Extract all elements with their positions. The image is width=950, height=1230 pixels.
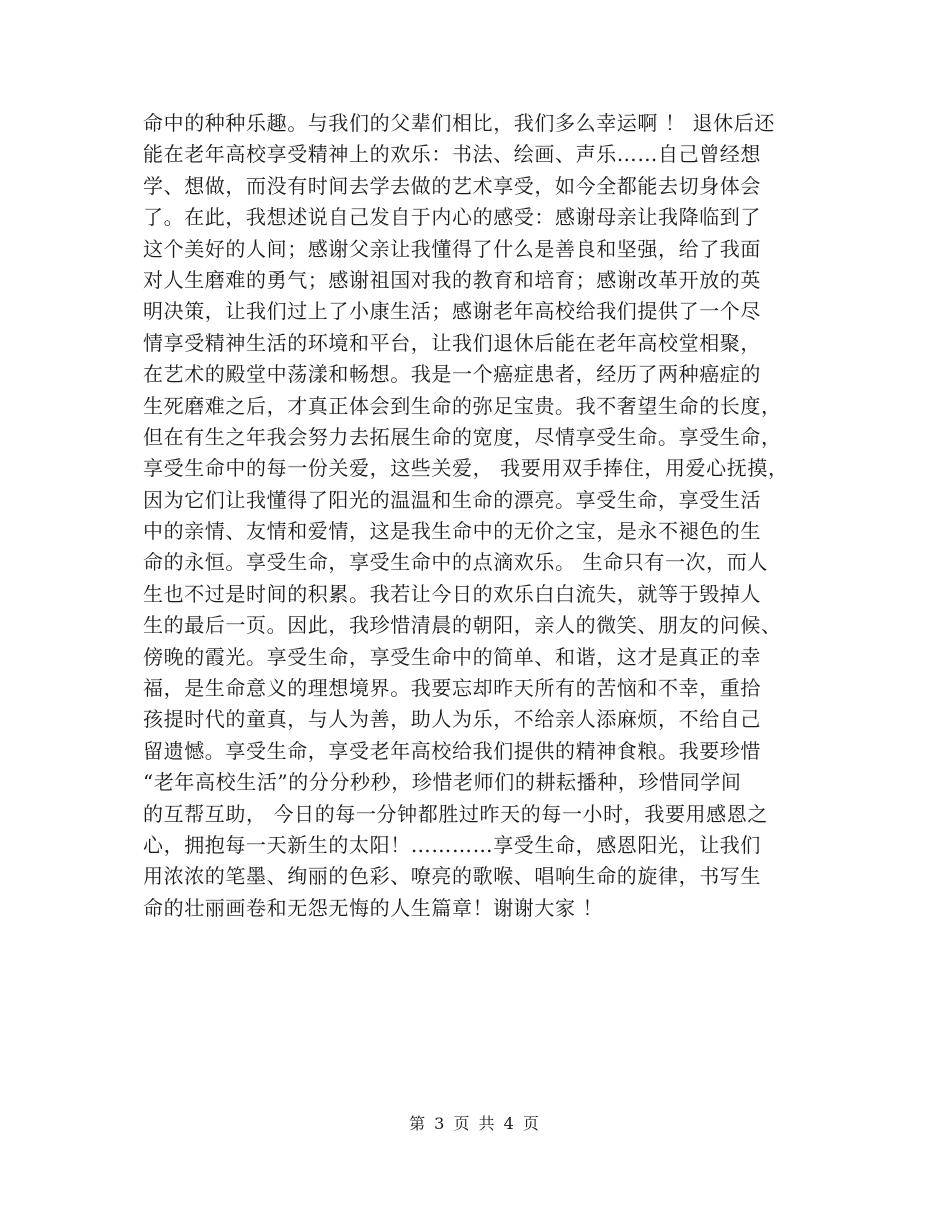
text-line: 留遗憾。享受生命，享受老年高校给我们提供的精神食粮。我要珍惜	[143, 738, 761, 763]
text-line: 中的亲情、友情和爱情，这是我生命中的无价之宝，是永不褪色的生	[143, 519, 761, 544]
text-line: 心，拥抱每一天新生的太阳！…………享受生命，感恩阳光，让我们	[143, 832, 761, 857]
text-line: 傍晚的霞光。享受生命，享受生命中的简单、和谐，这才是真正的幸	[143, 644, 761, 669]
text-line: 用浓浓的笔墨、绚丽的色彩、嘹亮的歌喉、唱响生命的旋律，书写生	[143, 864, 761, 889]
text-line: 这个美好的人间；感谢父亲让我懂得了什么是善良和坚强，给了我面	[143, 236, 761, 261]
text-line: 因为它们让我懂得了阳光的温温和生命的漂亮。享受生命，享受生活	[143, 487, 761, 512]
text-line: 生死磨难之后，才真正体会到生命的弥足宝贵。我不奢望生命的长度，	[143, 393, 782, 418]
text-line: 了。在此，我想述说自己发自于内心的感受：感谢母亲让我降临到了	[143, 205, 761, 230]
text-line: 在艺术的殿堂中荡漾和畅想。我是一个癌症患者，经历了两种癌症的	[143, 362, 761, 387]
text-line: 福，是生命意义的理想境界。我要忘却昨天所有的苦恼和不幸，重拾	[143, 676, 761, 701]
text-line: 命的永恒。享受生命，享受生命中的点滴欢乐。 生命只有一次，而人	[143, 550, 768, 575]
text-line: 但在有生之年我会努力去拓展生命的宽度，尽情享受生命。享受生命，	[143, 424, 782, 449]
text-line: 的互帮互助， 今日的每一分钟都胜过昨天的每一小时，我要用感恩之	[143, 801, 768, 826]
text-line: 能在老年高校享受精神上的欢乐：书法、绘画、声乐……自己曾经想	[143, 142, 761, 167]
text-line: 命中的种种乐趣。与我们的父辈们相比，我们多么幸运啊 ！ 退休后还	[143, 111, 775, 135]
text-line: 生的最后一页。因此，我珍惜清晨的朝阳，亲人的微笑、朋友的问候、	[143, 613, 782, 638]
text-line: 孩提时代的童真，与人为善，助人为乐，不给亲人添麻烦，不给自己	[143, 707, 761, 732]
text-line: 生也不过是时间的积累。我若让今日的欢乐白白流失，就等于毁掉人	[143, 581, 761, 606]
text-line: 明决策，让我们过上了小康生活；感谢老年高校给我们提供了一个尽	[143, 299, 761, 324]
text-line: 享受生命中的每一份关爱，这些关爱， 我要用双手捧住，用爱心抚摸，	[143, 456, 789, 481]
page-number-footer: 第 3 页 共 4 页	[409, 1114, 541, 1133]
text-line: 情享受精神生活的环境和平台，让我们退休后能在老年高校堂相聚，	[143, 330, 761, 355]
text-line: “老年高校生活”的分分秒秒，珍惜老师们的耕耘播种，珍惜同学间	[143, 770, 742, 795]
text-line: 学、想做，而没有时间去学去做的艺术享受，如今全都能去切身体会	[143, 173, 761, 198]
body-text	[143, 108, 815, 924]
text-line: 命的壮丽画卷和无怨无悔的人生篇章！谢谢大家 ！	[143, 895, 604, 920]
text-line: 对人生磨难的勇气；感谢祖国对我的教育和培育；感谢改革开放的英	[143, 267, 761, 292]
